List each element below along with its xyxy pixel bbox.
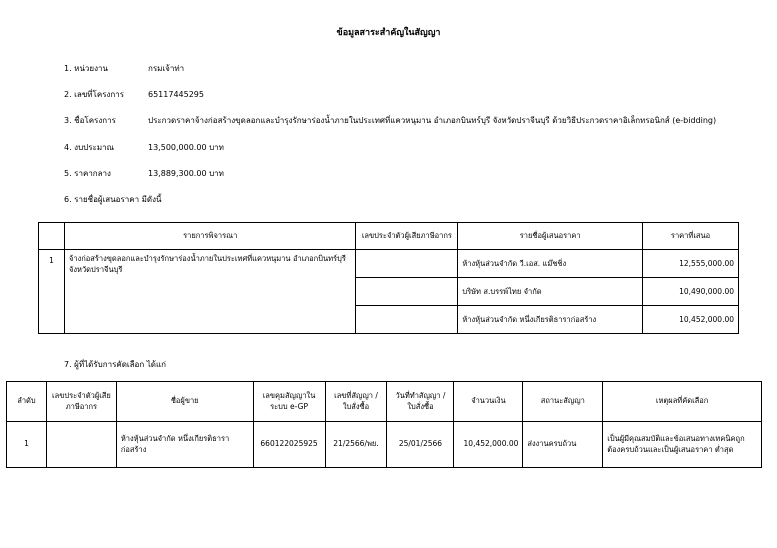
- info-value: กรมเจ้าท่า: [148, 64, 185, 73]
- table-header: ชื่อผู้ขาย: [116, 382, 253, 422]
- info-value: 13,500,000.00 บาท: [148, 143, 224, 152]
- info-project-number: [64, 88, 204, 101]
- info-agency: [64, 62, 184, 75]
- selected-heading: 7. ผู้ที่ได้รับการคัดเลือก ได้แก่: [64, 360, 166, 369]
- vendor-name: ห้างหุ้นส่วนจำกัด หนึ่งเกียรติธาราก่อสร้าง: [116, 422, 253, 468]
- table-header: เลขคุมสัญญาในระบบ e-GP: [253, 382, 325, 422]
- table-header: ลำดับ: [7, 382, 47, 422]
- contract-amount: 10,452,000.00: [454, 422, 523, 468]
- bidder-name: บริษัท ส.บรรพ์ไทย จำกัด: [458, 278, 643, 306]
- egp-contract-number: 660122025925: [253, 422, 325, 468]
- table-header: เลขประจำตัวผู้เสียภาษีอากร: [46, 382, 116, 422]
- info-budget: [64, 141, 224, 154]
- info-label: 5. ราคากลาง: [64, 169, 111, 178]
- tax-id-cell: [356, 250, 458, 278]
- info-label: 2. เลขที่โครงการ: [64, 90, 125, 99]
- contract-status: ส่งงานครบถ้วน: [523, 422, 603, 468]
- info-project-name: [64, 114, 716, 127]
- info-value: 13,889,300.00 บาท: [148, 169, 224, 178]
- row-number: 1: [7, 422, 47, 468]
- table-header: สถานะสัญญา: [523, 382, 603, 422]
- info-label: 3. ชื่อโครงการ: [64, 116, 116, 125]
- bidder-name: ห้างหุ้นส่วนจำกัด หนึ่งเกียรติธาราก่อสร้าง: [458, 306, 643, 334]
- bid-price: 10,490,000.00: [643, 278, 739, 306]
- table-header-row: [7, 382, 762, 422]
- bidders-heading: 6. รายชื่อผู้เสนอราคา มีดังนี้: [64, 195, 162, 204]
- table-header-row: [39, 223, 739, 250]
- table-row: [7, 422, 762, 468]
- info-label: 1. หน่วยงาน: [64, 64, 108, 73]
- table-header: วันที่ทำสัญญา / ใบสั่งซื้อ: [387, 382, 454, 422]
- table-header: เหตุผลที่คัดเลือก: [603, 382, 762, 422]
- bid-price: 12,555,000.00: [643, 250, 739, 278]
- tax-id-cell: [356, 306, 458, 334]
- item-description: จ้างก่อสร้างขุดลอกและบำรุงรักษาร่องน้ำภายในประเทศที่แควหนุมาน อำเภอกบินทร์บุรี จังหวัดปราจีนบุรี: [64, 250, 356, 334]
- bidder-name: ห้างหุ้นส่วนจำกัด วี.เอส. แม๊ชชิ่ง: [458, 250, 643, 278]
- table-row: [39, 250, 739, 278]
- tax-id-cell: [46, 422, 116, 468]
- table-header: รายชื่อผู้เสนอราคา: [458, 223, 643, 250]
- contract-number: 21/2566/พย.: [325, 422, 387, 468]
- table-header: เลขที่สัญญา / ใบสั่งซื้อ: [325, 382, 387, 422]
- item-number: 1: [39, 250, 65, 334]
- info-value: 65117445295: [148, 90, 204, 99]
- info-label: 4. งบประมาณ: [64, 143, 115, 152]
- bid-price: 10,452,000.00: [643, 306, 739, 334]
- page-title: ข้อมูลสาระสำคัญในสัญญา: [336, 28, 441, 38]
- table-header: [39, 223, 65, 250]
- selected-table: [6, 381, 762, 468]
- bidders-table: [38, 222, 739, 334]
- table-header: ราคาที่เสนอ: [643, 223, 739, 250]
- table-header: เลขประจำตัวผู้เสียภาษีอากร: [356, 223, 458, 250]
- tax-id-cell: [356, 278, 458, 306]
- info-median-price: [64, 167, 224, 180]
- selection-reason: เป็นผู้มีคุณสมบัติและข้อเสนอทางเทคนิคถูกต้องครบถ้วนและเป็นผู้เสนอราคา ต่ำสุด: [603, 422, 762, 468]
- table-header: รายการพิจารณา: [64, 223, 356, 250]
- contract-date: 25/01/2566: [387, 422, 454, 468]
- info-value: ประกวดราคาจ้างก่อสร้างขุดลอกและบำรุงรักษาร่องน้ำภายในประเทศที่แควหนุมาน อำเภอกบินทร์บุรี จังหวัดปราจีนบุรี ด้วยวิธีประกวดราคาอิเล็กทรอนิกส์ (e-bidding): [148, 116, 717, 125]
- table-header: จำนวนเงิน: [454, 382, 523, 422]
